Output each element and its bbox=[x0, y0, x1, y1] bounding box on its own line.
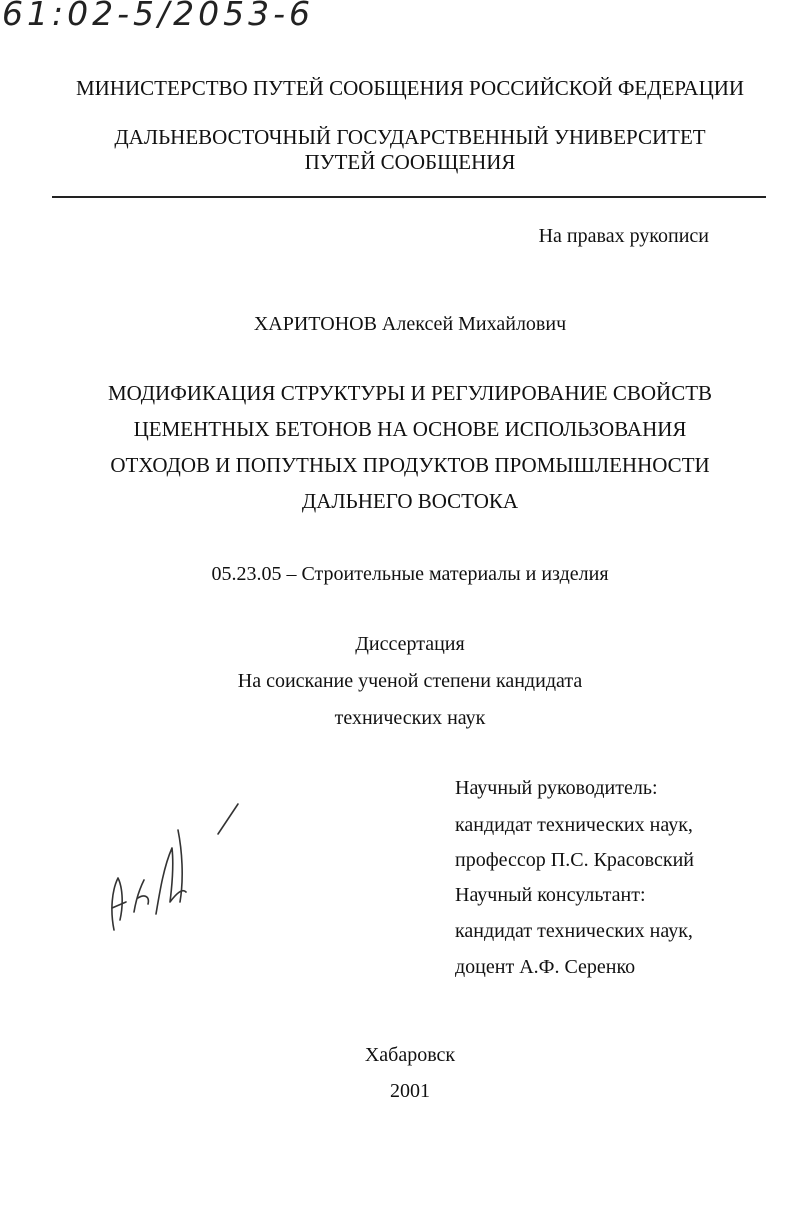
thesis-title-line2: ЦЕМЕНТНЫХ БЕТОНОВ НА ОСНОВЕ ИСПОЛЬЗОВАНИЯ bbox=[133, 417, 687, 441]
degree-line2: На соискание ученой степени кандидата bbox=[237, 670, 583, 692]
header-divider bbox=[52, 196, 766, 198]
year: 2001 bbox=[390, 1080, 430, 1102]
handwritten-catalog-number: 61:02-5/2053-6 bbox=[2, 0, 315, 33]
thesis-title-line1: МОДИФИКАЦИЯ СТРУКТУРЫ И РЕГУЛИРОВАНИЕ СВОЙСТВ bbox=[107, 381, 713, 405]
university-name-line1: ДАЛЬНЕВОСТОЧНЫЙ ГОСУДАРСТВЕННЫЙ УНИВЕРСИТЕТ bbox=[114, 125, 706, 149]
supervisor-degree: кандидат технических наук, bbox=[455, 814, 693, 836]
consultant-name: доцент А.Ф. Серенко bbox=[455, 956, 636, 978]
thesis-title-line3: ОТХОДОВ И ПОПУТНЫХ ПРОДУКТОВ ПРОМЫШЛЕННОСТИ bbox=[110, 453, 710, 477]
city: Хабаровск bbox=[364, 1044, 456, 1066]
scientific-consultant-label: Научный консультант: bbox=[455, 884, 646, 906]
supervisor-name: профессор П.С. Красовский bbox=[455, 849, 694, 871]
specialty-code: 05.23.05 – Строительные материалы и изделия bbox=[211, 563, 609, 585]
handwritten-signature bbox=[100, 790, 260, 955]
author-name: ХАРИТОНОВ Алексей Михайлович bbox=[253, 313, 567, 335]
rights-note: На правах рукописи bbox=[538, 225, 709, 247]
degree-line3: технических наук bbox=[334, 707, 486, 729]
ministry-name: МИНИСТЕРСТВО ПУТЕЙ СООБЩЕНИЯ РОССИЙСКОЙ ФЕДЕРАЦИИ bbox=[75, 76, 745, 100]
scientific-supervisor-label: Научный руководитель: bbox=[455, 777, 658, 799]
consultant-degree: кандидат технических наук, bbox=[455, 920, 693, 942]
thesis-title-line4: ДАЛЬНЕГО ВОСТОКА bbox=[301, 489, 519, 513]
university-name-line2: ПУТЕЙ СООБЩЕНИЯ bbox=[304, 150, 516, 174]
degree-line1: Диссертация bbox=[355, 633, 465, 655]
